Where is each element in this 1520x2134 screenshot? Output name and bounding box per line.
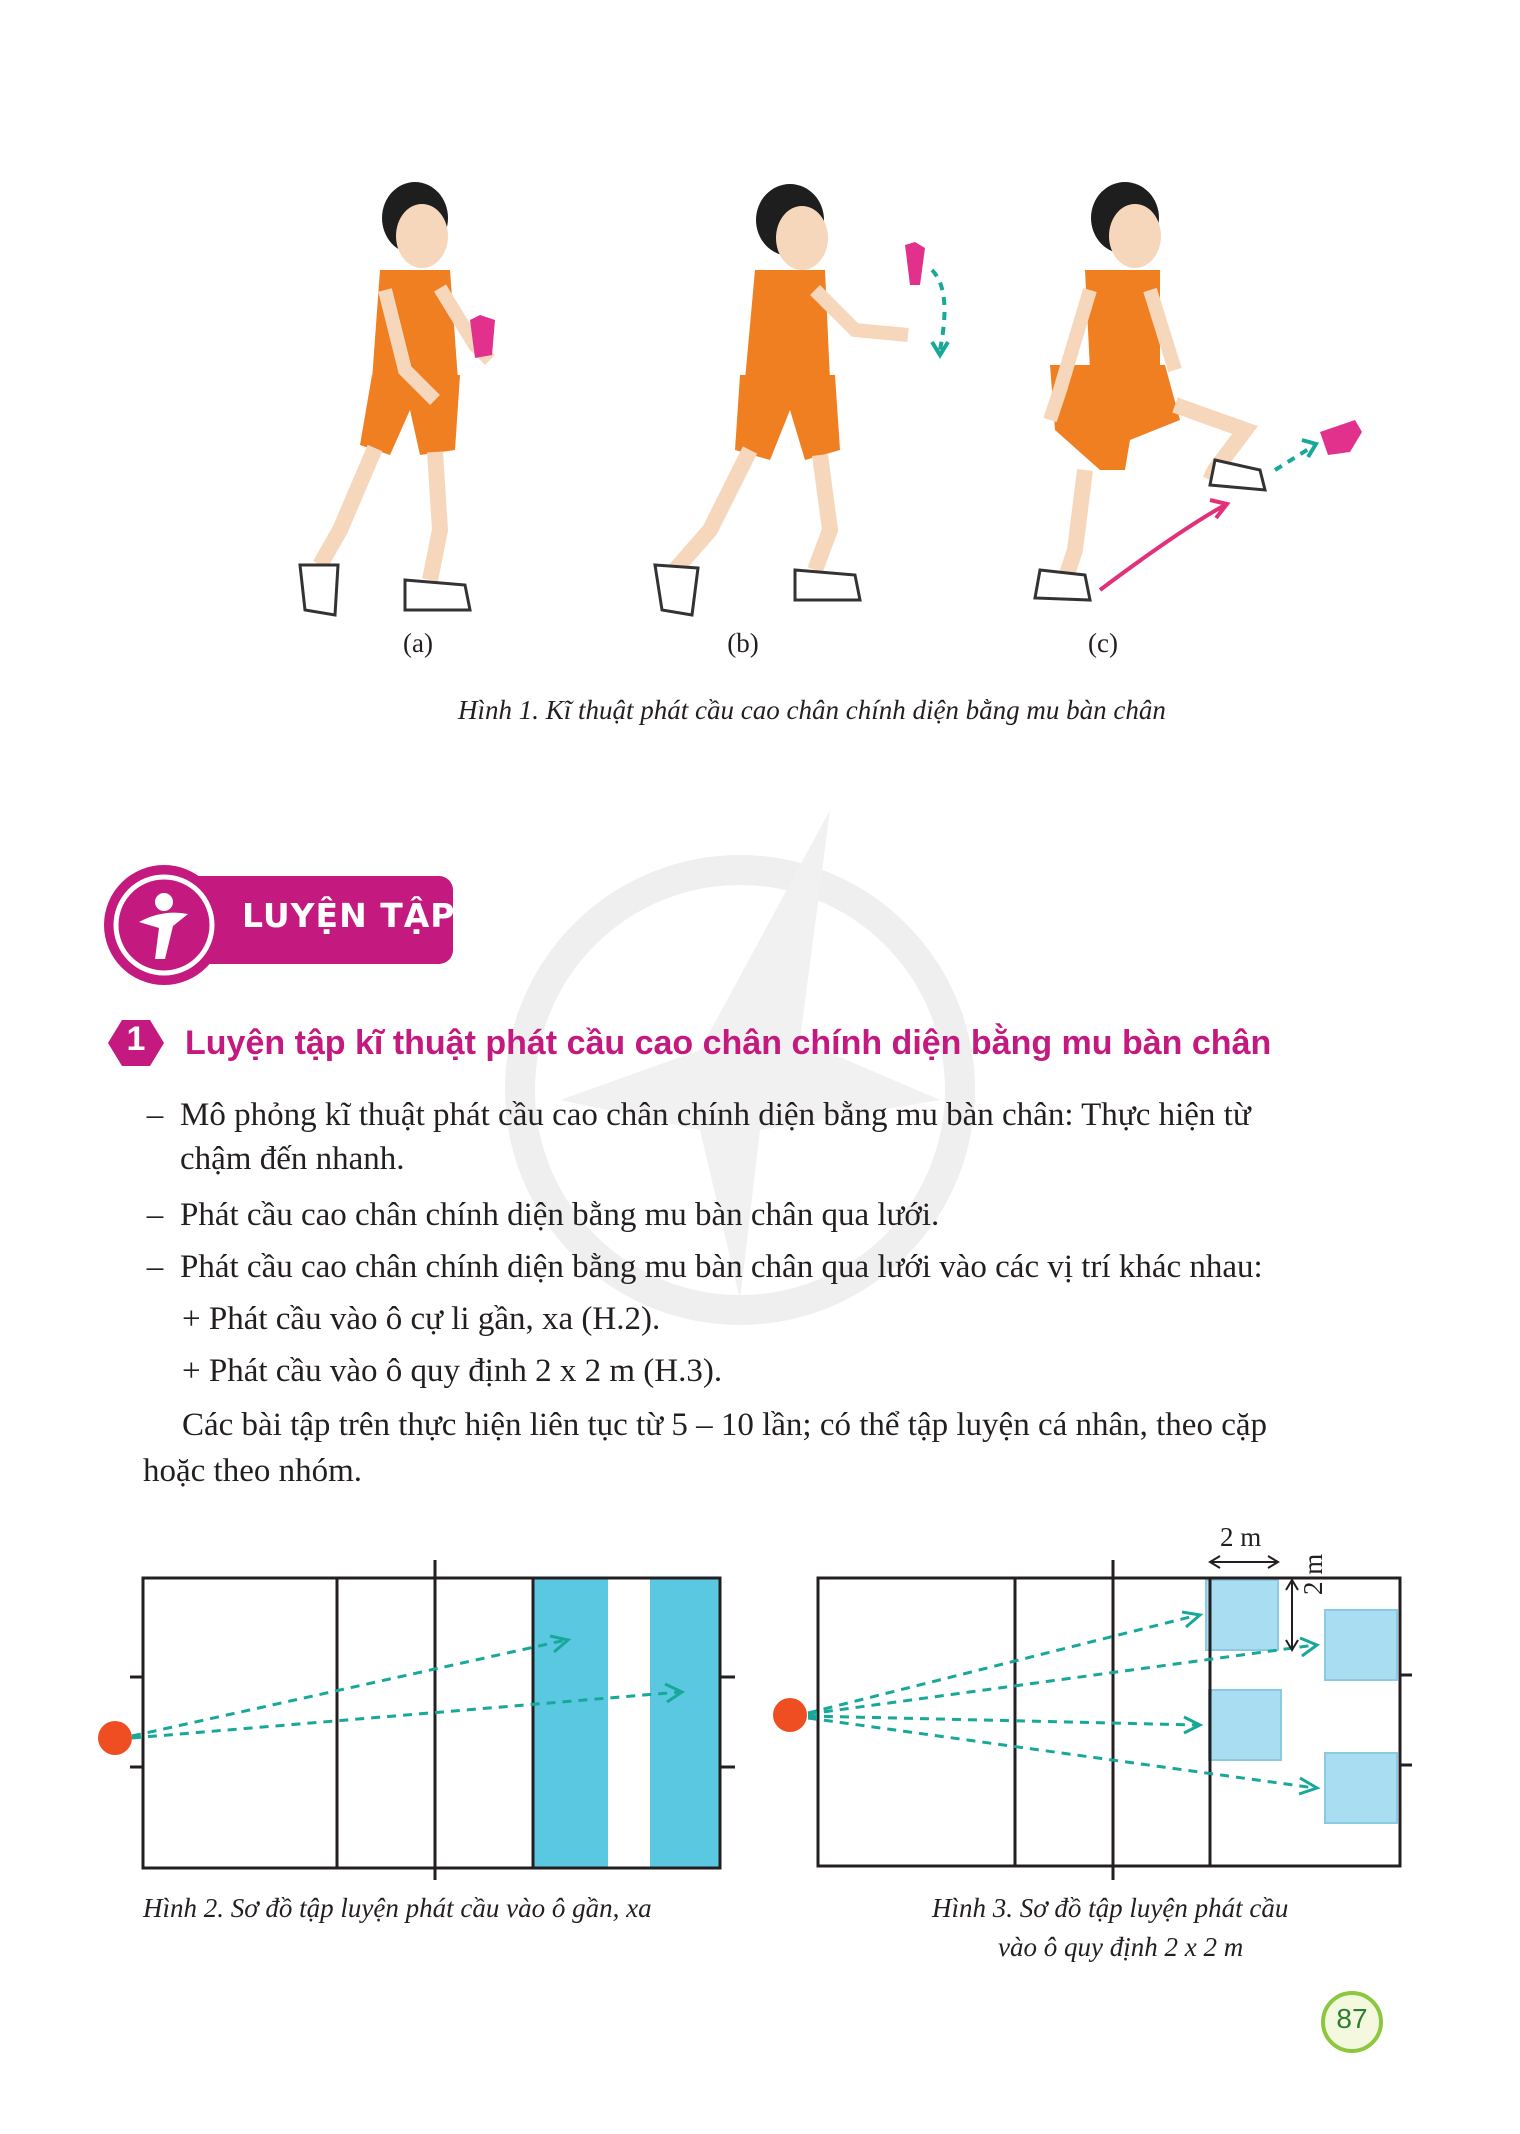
list-item-continuation: chậm đến nhanh. [180, 1141, 405, 1177]
player-a-illustration [280, 170, 520, 620]
list-dash: – [146, 1197, 164, 1233]
list-item: Phát cầu cao chân chính diện bằng mu bàn chân qua lưới. [180, 1197, 940, 1233]
list-dash: – [146, 1097, 164, 1133]
paragraph-line: hoặc theo nhóm. [143, 1453, 363, 1489]
section-badge-label: LUYỆN TẬP [242, 896, 456, 935]
figure2-court-diagram [90, 1560, 750, 1880]
figure2-caption: Hình 2. Sơ đồ tập luyện phát cầu vào ô gần, xa [143, 1893, 652, 1923]
figure3-court-diagram [760, 1520, 1430, 1880]
list-item: Mô phỏng kĩ thuật phát cầu cao chân chính diện bằng mu bàn chân: Thực hiện từ [180, 1097, 1251, 1133]
exercise-title: Luyện tập kĩ thuật phát cầu cao chân chính diện bằng mu bàn chân [185, 1024, 1272, 1062]
figure3-caption-line1: Hình 3. Sơ đồ tập luyện phát cầu [932, 1893, 1289, 1923]
list-dash: – [146, 1249, 164, 1285]
player-b-illustration [640, 170, 960, 620]
figure-label-c: (c) [1088, 628, 1118, 658]
figure3-caption-line2: vào ô quy định 2 x 2 m [998, 1932, 1244, 1962]
page-number: 87 [1336, 2003, 1368, 2034]
figure3-width-dimension: 2 m [1220, 1522, 1262, 1552]
figure-label-b: (b) [727, 628, 759, 658]
paragraph-line: Các bài tập trên thực hiện liên tục từ 5 – 10 lần; có thể tập luyện cá nhân, theo cặp [182, 1407, 1267, 1443]
list-item: Phát cầu cao chân chính diện bằng mu bàn chân qua lưới vào các vị trí khác nhau: [180, 1249, 1263, 1285]
sub-list-item: + Phát cầu vào ô cự li gần, xa (H.2). [182, 1301, 661, 1337]
figure3-height-dimension: 2 m [1298, 1553, 1328, 1595]
player-c-illustration [1010, 170, 1410, 620]
sub-list-item: + Phát cầu vào ô quy định 2 x 2 m (H.3). [182, 1353, 723, 1389]
figure1-caption: Hình 1. Kĩ thuật phát cầu cao chân chính diện bằng mu bàn chân [458, 695, 1166, 725]
figure-label-a: (a) [403, 628, 433, 658]
exercise-number: 1 [126, 1020, 146, 1058]
